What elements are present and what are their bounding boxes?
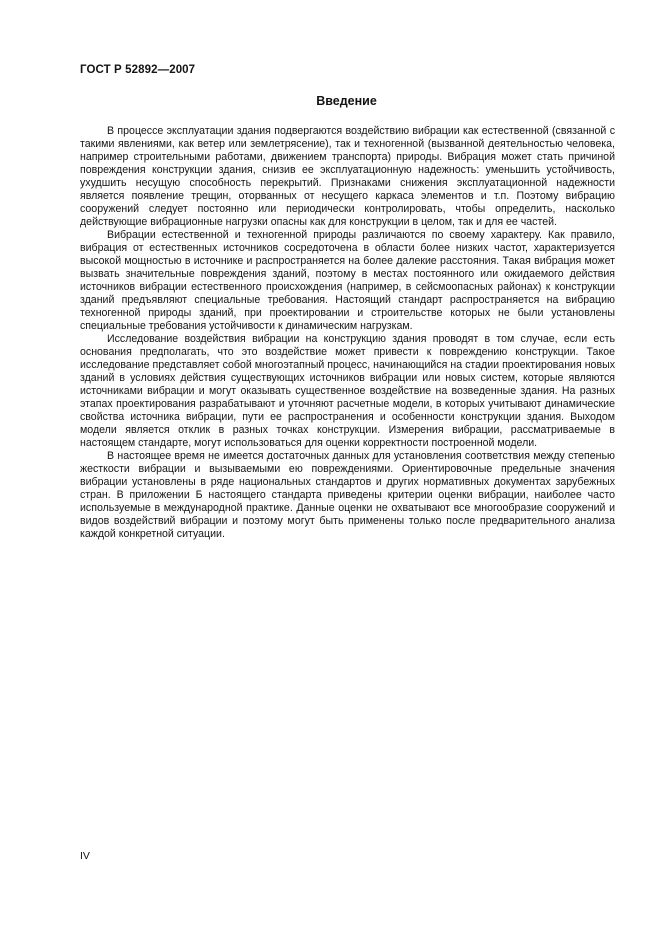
paragraph-1: В процессе эксплуатации здания подвергаются воздействию вибрации как естественной (связанной с такими явлениями, как ветер или землетрясение), так и техногенной (вызванной деятельностью человека, например строительными работами, движением транспорта) природы. Вибрация может стать причиной повреждения конструкции здания, снизив ее эксплуатационную надежность: уменьшить устойчивость, ухудшить несущую способность перекрытий. Признаками снижения эксплуатационной надежности является появление трещин, оторванных от несущего каркаса элементов и т.п. Поэтому вибрацию сооружений следует постоянно или периодически контролировать, чтобы определить, насколько действующие вибрационные нагрузки опасны как для конструкции в целом, так и для ее частей. xyxy=(80,125,615,228)
introduction-body xyxy=(80,125,615,541)
section-title: Введение xyxy=(316,94,377,108)
paragraph-2: Вибрации естественной и техногенной природы различаются по своему характеру. Как правило, вибрация от естественных источников сосредоточена в области более низких частот, характеризуется высокой мощностью в источнике и распространяется на более далекие расстояния. Такая вибрация может вызвать значительные повреждения зданий, поэтому в местах постоянного или ожидаемого действия источников вибрации естественного происхождения (например, в сейсмоопасных районах) к конструкции зданий предъявляют специальные требования. Настоящий стандарт распространяется на вибрацию техногенной природы зданий, при проектировании и строительстве которых не были установлены специальные требования устойчивости к динамическим нагрузкам. xyxy=(80,229,615,332)
standard-header: ГОСТ Р 52892—2007 xyxy=(80,64,196,76)
paragraph-4: В настоящее время не имеется достаточных данных для установления соответствия между степенью жесткости вибрации и вызываемыми ею повреждениями. Ориентировочные предельные значения вибрации установлены в ряде национальных стандартов и других нормативных документах зарубежных стран. В приложении Б настоящего стандарта приведены критерии оценки вибрации, наиболее часто используемые в международной практике. Данные оценки не охватывают все многообразие сооружений и видов воздействий вибрации и поэтому могут быть применены только после предварительного анализа каждой конкретной ситуации. xyxy=(80,450,615,540)
page-number: IV xyxy=(80,850,90,862)
paragraph-3: Исследование воздействия вибрации на конструкцию здания проводят в том случае, если есть основания предполагать, что это воздействие может привести к повреждению конструкции. Такое исследование представляет собой многоэтапный процесс, начинающийся на стадии проектирования новых зданий в условиях действия существующих источников вибрации или новых систем, которые являются источниками вибрации и могут оказывать существенное воздействие на возведенные здания. На разных этапах проектирования разрабатывают и уточняют расчетные модели, в которых учитывают динамические свойства источника вибрации, пути ее распространения и особенности конструкции здания. Выходом модели является отклик в разных точках конструкции. Измерения вибрации, рассматриваемые в настоящем стандарте, могут использоваться для оценки корректности построенной модели. xyxy=(80,333,615,449)
